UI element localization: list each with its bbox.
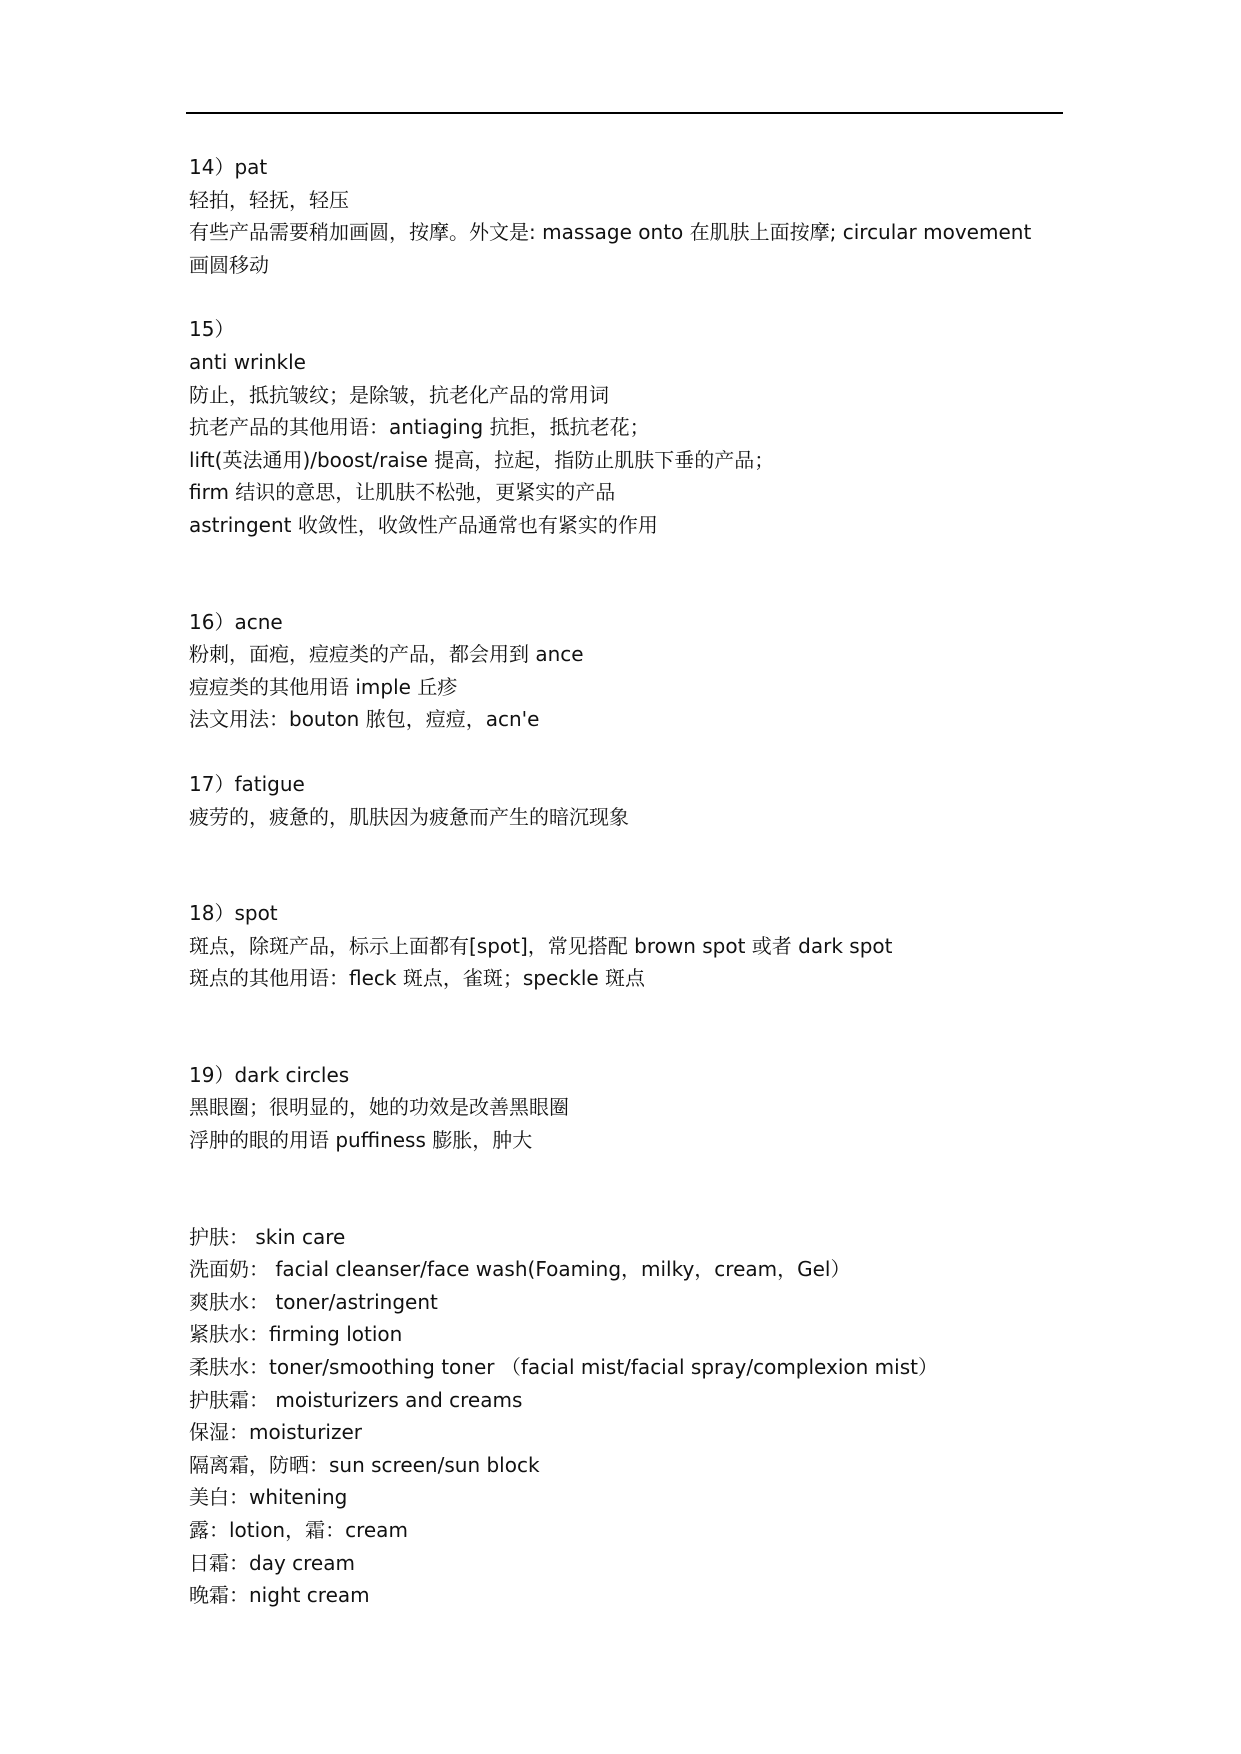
text-line: astringent 收敛性，收敛性产品通常也有紧实的作用	[189, 512, 658, 537]
spacer	[189, 542, 1069, 606]
text-line: 抗老产品的其他用语：antiaging 抗拒，抵抗老花；	[189, 415, 650, 440]
section-18	[189, 897, 1069, 995]
spacer	[189, 281, 1069, 313]
text-line: 痘痘类的其他用语 imple 丘疹	[189, 674, 458, 699]
text-line: anti wrinkle	[189, 349, 306, 374]
text-line: 法文用法：bouton 脓包，痘痘，acn'e	[189, 707, 540, 732]
text-line: 斑点的其他用语：fleck 斑点，雀斑；speckle 斑点	[189, 966, 646, 991]
section-17	[189, 768, 1069, 833]
text-line: 防止，抵抗皱纹；是除皱，抗老化产品的常用词	[189, 382, 609, 407]
section-heading: 19）dark circles	[189, 1062, 350, 1087]
glossary-item: 隔离霜，防晒：sun screen/sun block	[189, 1452, 540, 1477]
spacer	[189, 736, 1069, 768]
text-line: 黑眼圈；很明显的，她的功效是改善黑眼圈	[189, 1095, 569, 1120]
spacer	[189, 833, 1069, 897]
section-15	[189, 313, 1069, 541]
text-line: 有些产品需要稍加画圆，按摩。外文是: massage onto 在肌肤上面按摩; circular movement	[189, 220, 1032, 245]
glossary-item: 露：lotion，霜：cream	[189, 1518, 408, 1542]
glossary-item: 护肤： skin care	[189, 1224, 346, 1249]
glossary-item: 美白：whitening	[189, 1485, 348, 1510]
section-heading: 15）	[189, 317, 235, 342]
header-rule	[186, 112, 1063, 114]
glossary-item: 保湿：moisturizer	[189, 1420, 363, 1445]
glossary-item: 晚霜：night cream	[189, 1583, 370, 1608]
text-line: 疲劳的，疲惫的，肌肤因为疲惫而产生的暗沉现象	[189, 804, 629, 829]
section-16	[189, 606, 1069, 736]
glossary-item: 紧肤水：firming lotion	[189, 1322, 403, 1347]
text-line: 画圆移动	[189, 252, 269, 277]
section-heading: 18）spot	[189, 901, 278, 926]
text-line: 粉刺，面疱，痘痘类的产品，都会用到 ance	[189, 642, 584, 667]
text-line: firm 结识的意思，让肌肤不松弛，更紧实的产品	[189, 480, 616, 505]
spacer	[189, 995, 1069, 1059]
glossary-item: 柔肤水：toner/smoothing toner （facial mist/facial spray/complexion mist）	[189, 1355, 938, 1380]
document-body	[189, 151, 1069, 1612]
section-heading: 14）pat	[189, 155, 268, 179]
glossary-item: 洗面奶： facial cleanser/face wash(Foaming，milky，cream，Gel）	[189, 1257, 851, 1282]
text-line: 斑点，除斑产品，标示上面都有[spot]，常见搭配 brown spot 或者 dark spot	[189, 933, 893, 958]
text-line: 轻拍，轻抚，轻压	[189, 187, 349, 212]
glossary-item: 日霜：day cream	[189, 1550, 355, 1575]
section-heading: 16）acne	[189, 609, 283, 634]
spacer	[189, 1157, 1069, 1221]
section-19	[189, 1059, 1069, 1157]
skincare-glossary	[189, 1221, 1069, 1612]
text-line: lift(英法通用)/boost/raise 提高，拉起，指防止肌肤下垂的产品；	[189, 447, 775, 472]
glossary-item: 护肤霜： moisturizers and creams	[189, 1387, 523, 1412]
glossary-item: 爽肤水： toner/astringent	[189, 1289, 438, 1314]
section-14	[189, 151, 1069, 281]
text-line: 浮肿的眼的用语 puffiness 膨胀，肿大	[189, 1128, 533, 1153]
section-heading: 17）fatigue	[189, 771, 305, 796]
